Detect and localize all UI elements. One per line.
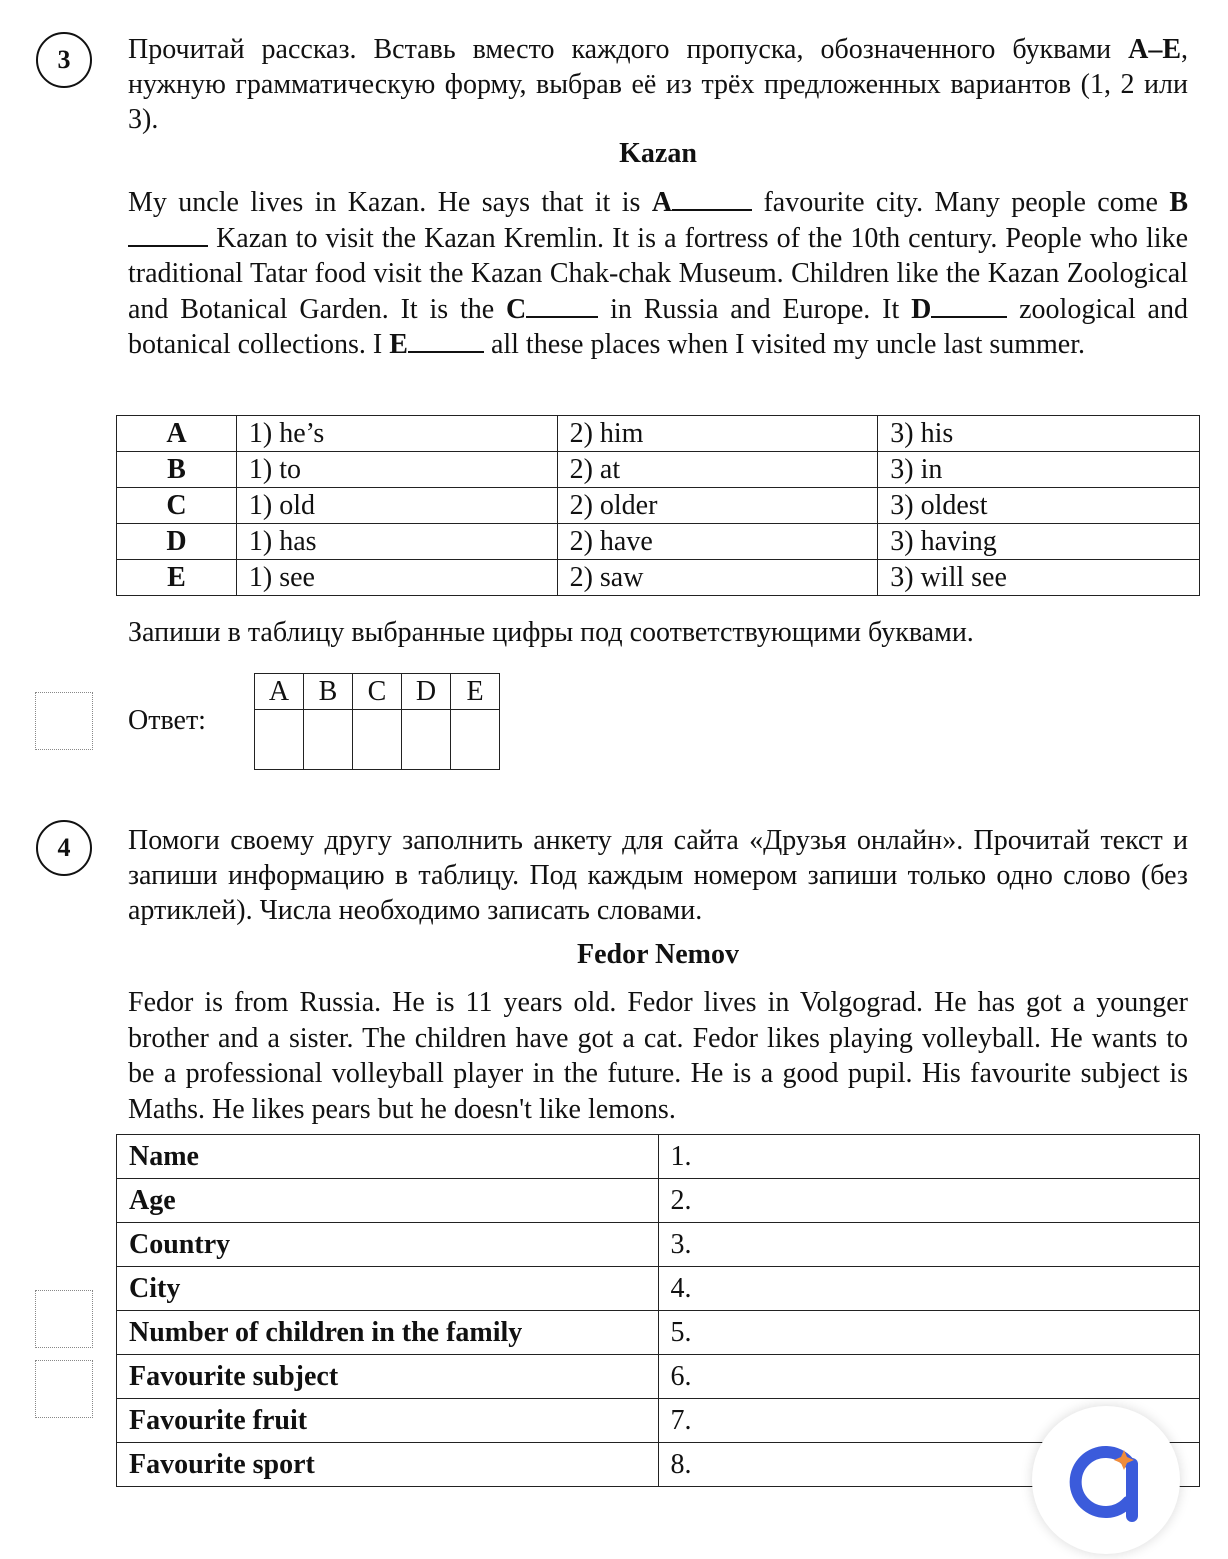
form-answer-cell[interactable]: 3. — [658, 1223, 1199, 1267]
instruction-text-end: , нужную грамматическую форму, выбрав её из трёх предложенных вариантов (1, 2 или 3). — [128, 34, 1188, 135]
form-label: Country — [117, 1223, 659, 1267]
answer-cell-b[interactable] — [304, 710, 353, 770]
answer-cell-c[interactable] — [353, 710, 402, 770]
answer-table — [254, 673, 500, 770]
answer-header: A — [255, 674, 304, 710]
story-text: all these places when I visited my uncle last summer. — [483, 329, 1086, 360]
gap-e: E — [389, 329, 408, 360]
assistant-logo-button[interactable] — [1032, 1406, 1180, 1554]
gap-d-line — [931, 315, 1007, 318]
gap-b-line — [128, 244, 208, 247]
form-label: Name — [117, 1135, 659, 1179]
instruction-text: Прочитай рассказ. Вставь вместо каждого пропуска, обозначенного буквами — [128, 34, 1129, 65]
task-4-text: Fedor is from Russia. He is 11 years old. Fedor lives in Volgograd. He has got a younger brother and a sister. The children have got a cat. Fedor likes playing volleyball. He wants to be a professional volleyball player in the future. He is a good pupil. His favourite subject is Maths. He likes pears but he doesn't like lemons. — [128, 987, 1188, 1125]
options-row — [117, 560, 1200, 596]
gap-c-line — [526, 315, 598, 318]
option-3: 3) having — [878, 524, 1200, 560]
option-1: 1) has — [236, 524, 557, 560]
answer-header: C — [353, 674, 402, 710]
form-label: Favourite fruit — [117, 1399, 659, 1443]
gap-a: A — [651, 187, 673, 218]
task-4-number: 4 — [36, 820, 92, 876]
answer-cell-d[interactable] — [402, 710, 451, 770]
option-2: 2) him — [557, 416, 878, 452]
score-box-4a[interactable] — [35, 1290, 93, 1348]
option-1: 1) see — [236, 560, 557, 596]
option-1: 1) to — [236, 452, 557, 488]
form-label: Favourite sport — [117, 1443, 659, 1487]
options-table — [116, 415, 1200, 596]
write-instruction: Запиши в таблицу выбранные цифры под соответствующими буквами. — [128, 617, 974, 648]
answer-label: Ответ: — [128, 705, 206, 736]
story-text: Kazan to visit the Kazan Kremlin. It is a fortress of the 10th century. People who like traditional Tatar food visit the Kazan Chak-chak Museum. Children like the Kazan Zoological and Botanical Garden. It is the — [128, 222, 1188, 325]
ai-assistant-logo-icon — [1032, 1406, 1180, 1554]
gap-e-line — [408, 350, 484, 353]
form-label: Favourite subject — [117, 1355, 659, 1399]
story-text: zoological and botanical collections. I — [128, 293, 1188, 360]
answer-cell-e[interactable] — [451, 710, 500, 770]
form-row — [117, 1311, 1200, 1355]
form-row — [117, 1135, 1200, 1179]
gap-b: B — [1169, 187, 1188, 218]
story-text: in Russia and Europe. It — [598, 293, 912, 325]
form-answer-cell[interactable]: 8. — [658, 1443, 1199, 1487]
option-3: 3) his — [878, 416, 1200, 452]
form-label: Age — [117, 1179, 659, 1223]
option-2: 2) have — [557, 524, 878, 560]
task-3-instruction — [128, 32, 1188, 137]
task-3-story — [128, 185, 1188, 363]
form-row — [117, 1267, 1200, 1311]
option-2: 2) saw — [557, 560, 878, 596]
options-row — [117, 452, 1200, 488]
option-1: 1) he’s — [236, 416, 557, 452]
story-text: favourite city. Many people come — [752, 187, 1170, 218]
option-3: 3) will see — [878, 560, 1200, 596]
answer-header: B — [304, 674, 353, 710]
option-letter: E — [117, 560, 237, 596]
form-label: City — [117, 1267, 659, 1311]
instruction-bold: A–E — [1128, 34, 1181, 65]
option-3: 3) in — [878, 452, 1200, 488]
form-answer-cell[interactable]: 6. — [658, 1355, 1199, 1399]
options-row — [117, 416, 1200, 452]
options-row — [117, 488, 1200, 524]
form-row — [117, 1355, 1200, 1399]
option-1: 1) old — [236, 488, 557, 524]
gap-d: D — [911, 293, 932, 325]
form-row — [117, 1223, 1200, 1267]
task-4-instruction: Помоги своему другу заполнить анкету для сайта «Друзья онлайн». Прочитай текст и запиши информацию в таблицу. Под каждым номером запиши только одно слово (без артиклей). Числа необходимо записать словами. — [128, 825, 1188, 926]
gap-a-line — [672, 208, 752, 211]
form-label: Number of children in the family — [117, 1311, 659, 1355]
option-letter: B — [117, 452, 237, 488]
form-row — [117, 1179, 1200, 1223]
answer-cell-a[interactable] — [255, 710, 304, 770]
form-answer-cell[interactable]: 2. — [658, 1179, 1199, 1223]
task-3-title: Kazan — [619, 138, 697, 169]
answer-header: D — [402, 674, 451, 710]
answer-header: E — [451, 674, 500, 710]
option-2: 2) at — [557, 452, 878, 488]
gap-c: C — [506, 293, 527, 325]
task-4-title: Fedor Nemov — [577, 939, 739, 970]
option-letter: D — [117, 524, 237, 560]
option-2: 2) older — [557, 488, 878, 524]
form-answer-cell[interactable]: 1. — [658, 1135, 1199, 1179]
form-answer-cell[interactable]: 7. — [658, 1399, 1199, 1443]
option-letter: A — [117, 416, 237, 452]
task-3-number: 3 — [36, 32, 92, 88]
story-text: My uncle lives in Kazan. He says that it is — [128, 187, 652, 218]
options-row — [117, 524, 1200, 560]
option-3: 3) oldest — [878, 488, 1200, 524]
score-box-3[interactable] — [35, 692, 93, 750]
score-box-4b[interactable] — [35, 1360, 93, 1418]
form-answer-cell[interactable]: 4. — [658, 1267, 1199, 1311]
form-answer-cell[interactable]: 5. — [658, 1311, 1199, 1355]
option-letter: C — [117, 488, 237, 524]
